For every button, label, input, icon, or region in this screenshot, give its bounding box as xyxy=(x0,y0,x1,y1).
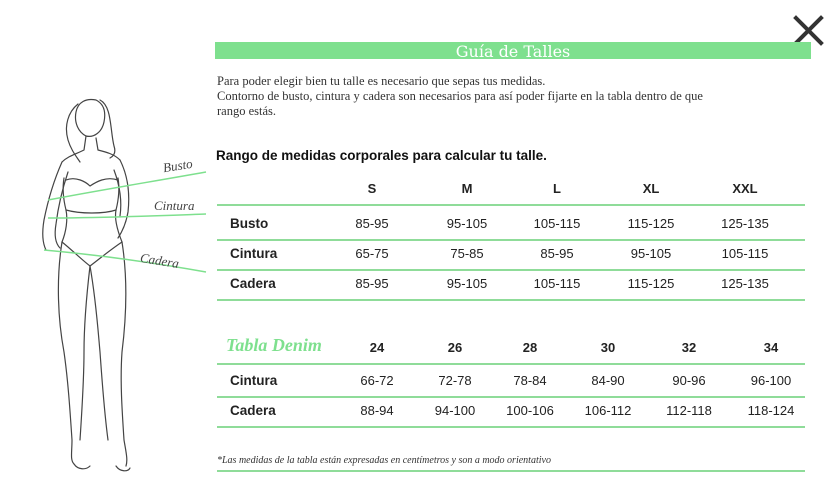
table-row xyxy=(217,366,805,398)
table-cell: 88-94 xyxy=(360,403,394,418)
table-cell: 94-100 xyxy=(434,403,476,418)
table-cell: 105-115 xyxy=(533,276,581,291)
table-cell: 85-95 xyxy=(355,276,389,291)
intro-text xyxy=(217,74,817,119)
table-cell: 112-118 xyxy=(666,403,712,418)
size-header: M xyxy=(461,181,473,196)
table-cell: 115-125 xyxy=(627,276,675,291)
table-cell: 106-112 xyxy=(584,403,632,418)
table-row xyxy=(217,396,805,428)
denim-size-header: 26 xyxy=(447,340,463,355)
denim-table-header-row xyxy=(217,333,805,365)
table-cell: 105-115 xyxy=(721,246,769,261)
table-cell: 65-75 xyxy=(355,246,389,261)
size-header: XXL xyxy=(732,181,758,196)
table-cell: 95-105 xyxy=(446,216,488,231)
table-cell: 95-105 xyxy=(446,276,488,291)
size-table-header-row xyxy=(217,174,805,206)
size-header: S xyxy=(367,181,377,196)
table-cell: 75-85 xyxy=(450,246,484,261)
table-cell: 118-124 xyxy=(747,403,795,418)
table-cell: 105-115 xyxy=(533,216,581,231)
row-label: Cintura xyxy=(230,246,278,261)
table-cell: 84-90 xyxy=(591,373,625,388)
size-header: L xyxy=(553,181,561,196)
row-label: Busto xyxy=(230,216,269,231)
denim-size-header: 34 xyxy=(763,340,779,355)
footnote: *Las medidas de la tabla están expresadas en centímetros y son a modo orientativo xyxy=(217,455,551,466)
size-header: XL xyxy=(642,181,660,196)
table-cell: 66-72 xyxy=(360,373,394,388)
table-cell: 125-135 xyxy=(721,216,769,231)
busto-label: Busto xyxy=(161,155,194,176)
table-cell: 78-84 xyxy=(513,373,547,388)
table-cell: 125-135 xyxy=(721,276,769,291)
cintura-label: Cintura xyxy=(154,198,195,213)
table-row xyxy=(217,269,805,301)
table-cell: 85-95 xyxy=(355,216,389,231)
table-cell: 115-125 xyxy=(627,216,675,231)
table-row xyxy=(217,209,805,241)
denim-size-header: 30 xyxy=(600,340,616,355)
row-label: Cadera xyxy=(230,276,276,291)
denim-size-header: 24 xyxy=(369,340,385,355)
intro-line: Para poder elegir bien tu talle es necesario que sepas tus medidas. xyxy=(217,74,546,88)
body-outline-icon xyxy=(20,90,220,475)
table-cell: 72-78 xyxy=(438,373,472,388)
table-subtitle: Rango de medidas corporales para calcular tu talle. xyxy=(216,148,547,163)
intro-line: Contorno de busto, cintura y cadera son necesarios para así poder fijarte en la tabla dentro de que xyxy=(217,89,703,103)
denim-table-title: Tabla Denim xyxy=(226,335,322,355)
footnote-divider xyxy=(217,470,805,472)
row-label: Cintura xyxy=(230,373,278,388)
table-cell: 90-96 xyxy=(672,373,706,388)
table-cell: 100-106 xyxy=(506,403,554,418)
denim-size-header: 28 xyxy=(522,340,538,355)
row-label: Cadera xyxy=(230,403,276,418)
cadera-label: Cadera xyxy=(139,250,181,271)
table-row xyxy=(217,239,805,271)
table-cell: 95-105 xyxy=(630,246,672,261)
table-cell: 96-100 xyxy=(750,373,792,388)
intro-line: rango estás. xyxy=(217,104,277,118)
table-cell: 85-95 xyxy=(540,246,574,261)
body-figure-illustration xyxy=(20,90,220,475)
size-guide-title: Guía de Talles xyxy=(215,42,811,59)
denim-size-header: 32 xyxy=(681,340,697,355)
